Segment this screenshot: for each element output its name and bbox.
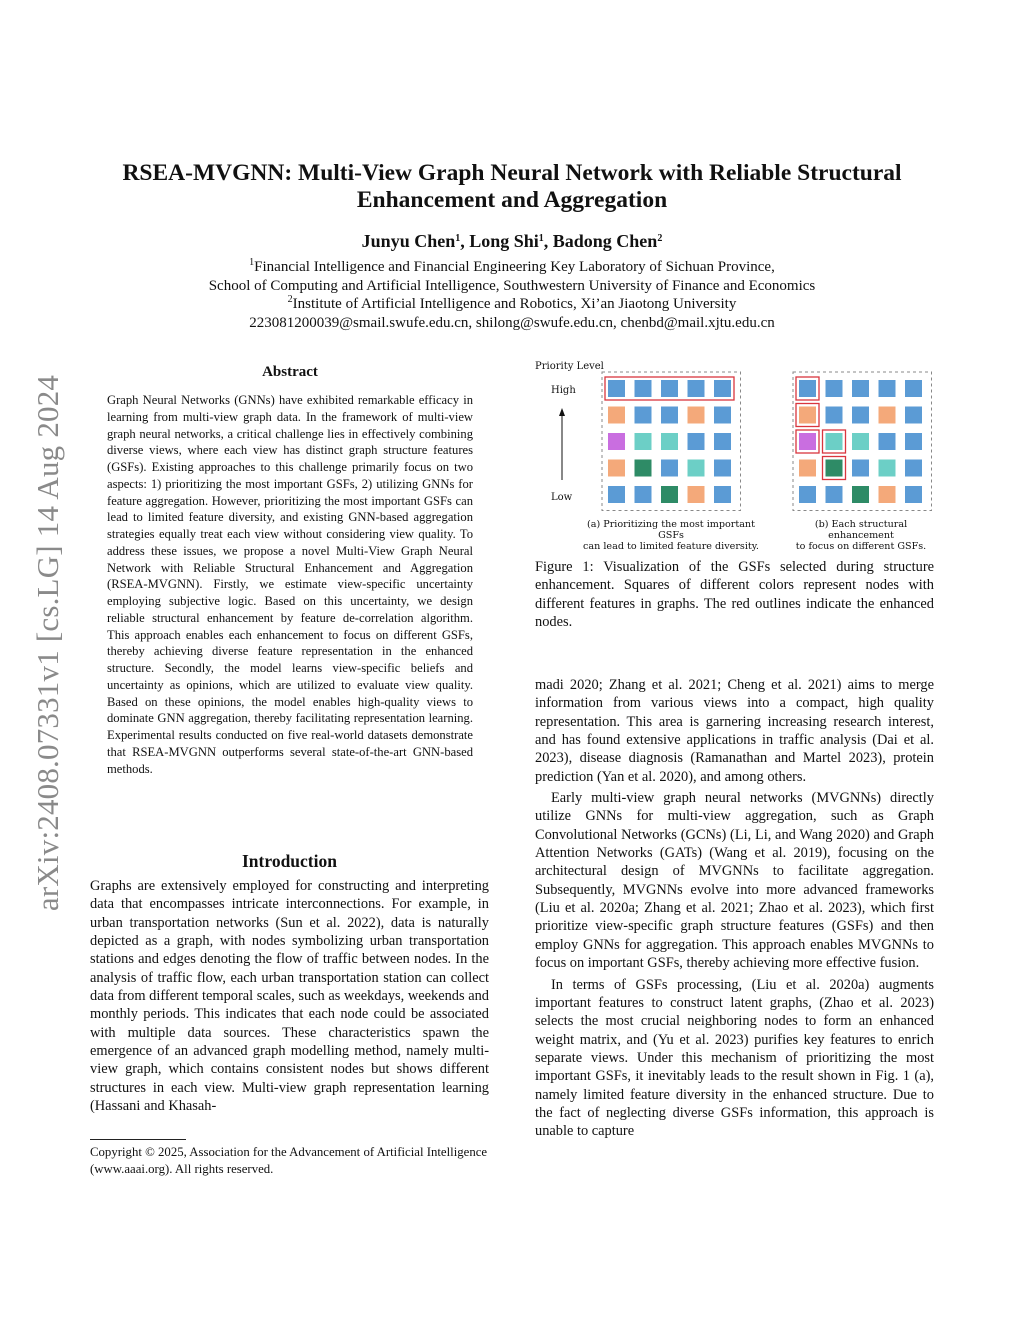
panel-a-caption-line: can lead to limited feature diversity. [583,541,759,552]
author-affiliation-mark: 2 [657,233,663,244]
node-square [826,460,843,477]
author-list [60,231,964,252]
priority-low-label: Low [551,492,573,503]
node-square [905,433,922,450]
node-square [635,407,652,424]
introduction-right-column [535,676,934,1141]
panel-a-grid [602,372,741,511]
node-square [661,380,678,397]
node-square [799,380,816,397]
node-square [635,460,652,477]
node-square [661,486,678,503]
node-square [852,380,869,397]
copyright-footnote: Copyright © 2025, Association for the Advancement of Artificial Intelligence (www.aaai.org). All rights reserved. [90,1145,488,1176]
panel-a-caption-line: (a) Prioritizing the most important GSFs [587,519,755,541]
node-square [905,380,922,397]
priority-high-label: High [551,385,576,396]
priority-level-label: Priority Level [535,361,604,372]
node-square [688,407,705,424]
node-square [852,460,869,477]
paragraph: madi 2020; Zhang et al. 2021; Cheng et al. 2021) aims to merge information from various views into a compact, high quality representation. This area is garnering increasing research interest, and has found extensive applications in traffic analysis (Dai et al. 2023), disease diagnosis (Ramanathan and Martel 2023), protein prediction (Yan et al. 2020), and among others. [535,677,934,785]
affiliation-line: School of Computing and Artificial Intelligence, Southwestern University of Finance and Economics [208,277,816,294]
affiliation-mark: 1 [249,257,255,268]
node-square [852,407,869,424]
paper-title: RSEA-MVGNN: Multi-View Graph Neural Network with Reliable Structural Enhancement and Aggregation [122,160,902,213]
paragraph: Early multi-view graph neural networks (MVGNNs) directly utilize GNNs for multi-view aggregation, such as Graph Convolutional Networks (GCNs) (Li, Li, and Wang 2020) and Graph Attention Networks (GATs) (Wang et al. 2019), focusing on the architectural design of MVGNNs to facilitate aggregation. Subsequently, MVGNNs evolve into more advanced frameworks (Liu et al. 2020a; Zhang et al. 2021; Zhao et al. 2023), which first prioritize view-specific graph structure features (GSFs) and then employ GNNs for aggregation. This approach enables MVGNNs to focus on important GSFs, thereby achieving more effective fusion. [535,790,934,972]
introduction-left-column [90,877,489,1115]
panel-b-caption-line: (b) Each structural enhancement [814,519,908,541]
node-square [661,433,678,450]
node-square [608,407,625,424]
node-square [714,460,731,477]
author-affiliation-mark: 1 [538,233,544,244]
node-square [688,380,705,397]
author-name: Long Shi [469,231,539,251]
figure-1 [533,356,937,552]
node-square [635,486,652,503]
node-square [826,486,843,503]
node-square [826,433,843,450]
node-square [879,460,896,477]
author-name: Badong Chen [552,231,658,251]
author-separator: , [543,231,553,251]
paragraph: Graphs are extensively employed for constructing and interpreting data that encompasses intricate interconnections. For example, in urban transportation networks (Sun et al. 2022), data is naturally depicted as a graph, with nodes symbolizing urban transportation stations and edges denoting the flow of traffic between nodes. In the analysis of traffic flow, each urban transportation station can collect data from different temporal scales, such as weekdays, weekends and monthly periods. This indicates that each node could be associated with multiple data sources. These characteristics spawn the emergence of an advanced graph modelling method, namely multi-view graph, which contains consistent nodes but shows different structures in each view. Multi-view graph representation learning (Hassani and Khasah- [90,878,489,1115]
node-square [905,486,922,503]
node-square [635,380,652,397]
panel-b-caption-line: to focus on different GSFs. [795,541,927,552]
panel-b-grid [793,372,932,511]
footnote-divider [90,1139,186,1140]
node-square [635,433,652,450]
figure-1-graphic [533,356,937,546]
node-square [714,486,731,503]
node-square [826,407,843,424]
affiliation-line [60,258,964,277]
node-square [799,433,816,450]
affiliation-text: Institute of Artificial Intelligence and Robotics, Xi’an Jiaotong University [292,296,737,312]
node-square [879,407,896,424]
node-square [879,433,896,450]
author-name: Junyu Chen [361,231,456,251]
abstract-body: Graph Neural Networks (GNNs) have exhibited remarkable efficacy in learning from multi-view graph data. In the framework of multi-view graph neural networks, a critical challenge lies in effectively combining diverse views, where each view has distinct graph structure features (GSFs). Existing approaches to this challenge primarily focus on two aspects: 1) prioritizing the most important GSFs, 2) utilizing GNNs for feature aggregation. However, prioritizing the most important GSFs can lead to limited feature diversity, and existing GNN-based aggregation strategies equally treat each view without considering view quality. To address these issues, we propose a novel Multi-View Graph Neural Network with Reliable Structural Enhancement and Aggregation (RSEA-MVGNN). Firstly, we estimate view-specific uncertainty employing subjective logic. Based on this uncertainty, we design reliable structural enhancement by feature de-correlation algorithm. This approach enables each enhancement to focus on different GSFs, thereby achieving diverse feature representation in the enhanced structure. Secondly, the model learns view-specific beliefs and uncertainty as opinions, which are utilized to evaluate view quality. Based on these opinions, the model enables high-quality views to dominate GNN aggregation, thereby facilitating representation learning. Experimental results conducted on five real-world datasets demonstrate that RSEA-MVGNN outperforms several state-of-the-art GNN-based methods. [107,393,473,776]
author-emails: 223081200039@smail.swufe.edu.cn, shilong@swufe.edu.cn, chenbd@mail.xjtu.edu.cn [249,314,775,331]
node-square [608,460,625,477]
node-square [688,460,705,477]
node-square [852,486,869,503]
abstract-heading: Abstract [262,364,318,380]
node-square [879,486,896,503]
author-separator: , [460,231,470,251]
affiliation-line [60,295,964,314]
node-square [661,407,678,424]
figure-1-caption: Figure 1: Visualization of the GSFs selected during structure enhancement. Squares of different colors represent nodes with different features in graphs. The red outlines indicate the enhanced nodes. [535,559,934,630]
node-square [826,380,843,397]
node-square [688,433,705,450]
paragraph: In terms of GSFs processing, (Liu et al. 2020a) augments important features to construct latent graphs, (Zhao et al. 2023) selects the most crucial neighboring nodes to form an enhanced weight matrix, and (Yu et al. 2023) purifies key features to enrich separate views. Under this mechanism of prioritizing the most important GSFs, it inevitably leads to the result shown in Fig. 1 (a), namely limited feature diversity in the enhanced structure. Due to the fact of neglecting diverse GSFs information, this approach is unable to capture [535,976,934,1140]
affiliation-text: Financial Intelligence and Financial Engineering Key Laboratory of Sichuan Province, [254,259,775,275]
node-square [799,407,816,424]
author-affiliation-mark: 1 [455,233,461,244]
panel-a-caption [573,519,769,552]
node-square [852,433,869,450]
arxiv-identifier [30,345,66,940]
node-square [799,486,816,503]
node-square [661,460,678,477]
node-square [905,460,922,477]
node-square [608,433,625,450]
node-square [608,486,625,503]
priority-arrow-head [559,408,565,416]
node-square [799,460,816,477]
node-square [714,380,731,397]
arxiv-identifier-text: arXiv:2408.07331v1 [cs.LG] 14 Aug 2024 [30,374,65,911]
node-square [608,380,625,397]
node-square [879,380,896,397]
introduction-heading: Introduction [242,851,337,871]
node-square [905,407,922,424]
node-square [688,486,705,503]
affiliations [60,258,964,332]
affiliation-mark: 2 [287,294,293,305]
panel-b-caption [785,519,937,552]
node-square [714,433,731,450]
node-square [714,407,731,424]
